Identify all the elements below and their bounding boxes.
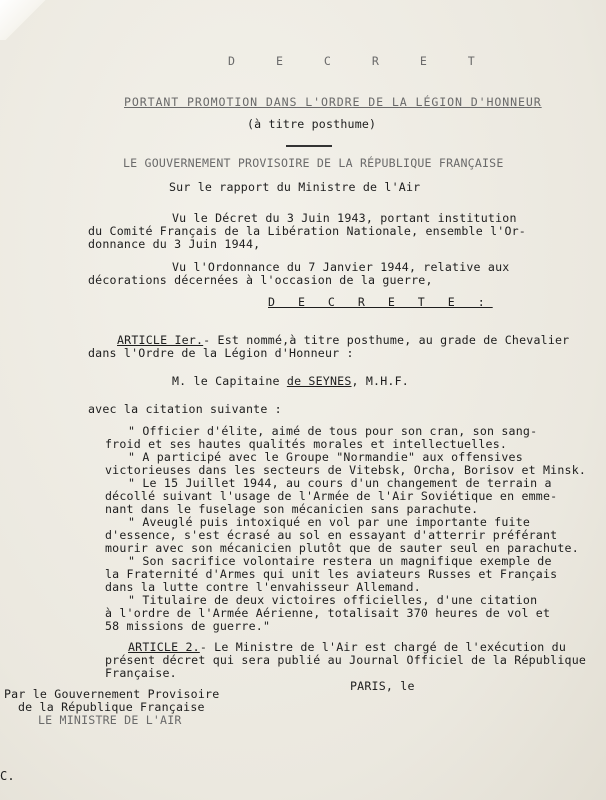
citation-line: la Fraternité d'Armes qui unit les aviateurs Russes et Français [105, 567, 558, 581]
citation-line: victorieuses dans les secteurs de Vitebsk, Orcha, Borisov et Minsk. [105, 463, 587, 477]
citation-line: dans la lutte contre l'envahisseur Allemand. [105, 580, 421, 594]
decree-title: D E C R E T [228, 54, 492, 68]
considerant-line: Vu le Décret du 3 Juin 1943, portant institution [172, 211, 517, 225]
citation-line: 58 missions de guerre." [105, 619, 271, 633]
article-1-line: dans l'Ordre de la Légion d'Honneur : [88, 346, 354, 360]
decrete-heading: D E C R E T E : [268, 295, 493, 309]
citation-line: décollé suivant l'usage de l'Armée de l'Air Soviétique en emme- [105, 489, 558, 503]
article-1-label: ARTICLE Ier. [117, 333, 204, 347]
considerant-line: du Comité Français de la Libération Nationale, ensemble l'Or- [88, 224, 526, 238]
signature-title: LE MINISTRE DE L'AIR [38, 713, 182, 727]
honoree-name: de SEYNES [286, 374, 352, 388]
citation-line: mourir avec son mécanicien plutôt que de sauter seul en parachute. [105, 541, 579, 555]
honoree-suffix: , M.H.F. [351, 374, 409, 388]
place-date: PARIS, le [350, 679, 415, 693]
separator-line [286, 145, 332, 147]
signature-line: de la République Française [18, 700, 205, 714]
citation-line: " Officier d'élite, aimé de tous pour son cran, son sang- [128, 424, 538, 438]
citation-line: à l'ordre de l'Armée Aérienne, totalisait 370 heures de vol et [105, 606, 551, 620]
folded-corner [0, 0, 60, 40]
article-2-line: Française. [105, 666, 177, 680]
article-1-text: - Est nommé,à titre posthume, au grade de Chevalier [203, 333, 570, 347]
decree-subtitle: PORTANT PROMOTION DANS L'ORDRE DE LA LÉGION D'HONNEUR [124, 95, 542, 109]
article-2-line: présent décret qui sera publié au Journal Officiel de la République [105, 653, 587, 667]
citation-line: d'essence, s'est écrasé au sol en essayant d'atterrir préférant [105, 528, 558, 542]
citation-line: froid et ses hautes qualités morales et intellectuelles. [105, 437, 508, 451]
considerant-line: donnance du 3 Juin 1944, [88, 237, 261, 251]
citation-line: " Le 15 Juillet 1944, au cours d'un changement de terrain a [128, 476, 552, 490]
footer-mark: C. [0, 769, 15, 783]
citation-line: " Son sacrifice volontaire restera un magnifique exemple de [128, 554, 552, 568]
report-line: Sur le rapport du Ministre de l'Air [169, 180, 421, 194]
considerant-line: Vu l'Ordonnance du 7 Janvier 1944, relative aux [172, 260, 510, 274]
citation-line: " A participé avec le Groupe "Normandie" aux offensives [128, 450, 523, 464]
considerant-line: décorations décernées à l'occasion de la guerre, [88, 273, 433, 287]
article-2-text: - Le Ministre de l'Air est chargé de l'exécution du [199, 640, 566, 654]
citation-line: " Aveuglé puis intoxiqué en vol par une importante fuite [128, 515, 531, 529]
honoree-line [172, 375, 409, 388]
citation-line: nant dans le fuselage son mécanicien sans parachute. [105, 502, 479, 516]
honoree-title: M. le Capitaine [172, 374, 280, 388]
signature-line: Par le Gouvernement Provisoire [4, 687, 220, 701]
subtitle-note: (à titre posthume) [247, 117, 377, 131]
article-2-label: ARTICLE 2. [128, 640, 200, 654]
citation-line: " Titulaire de deux victoires officielles, d'une citation [128, 593, 538, 607]
government-heading: LE GOUVERNEMENT PROVISOIRE DE LA RÉPUBLIQUE FRANÇAISE [123, 156, 504, 170]
citation-intro: avec la citation suivante : [88, 402, 282, 416]
